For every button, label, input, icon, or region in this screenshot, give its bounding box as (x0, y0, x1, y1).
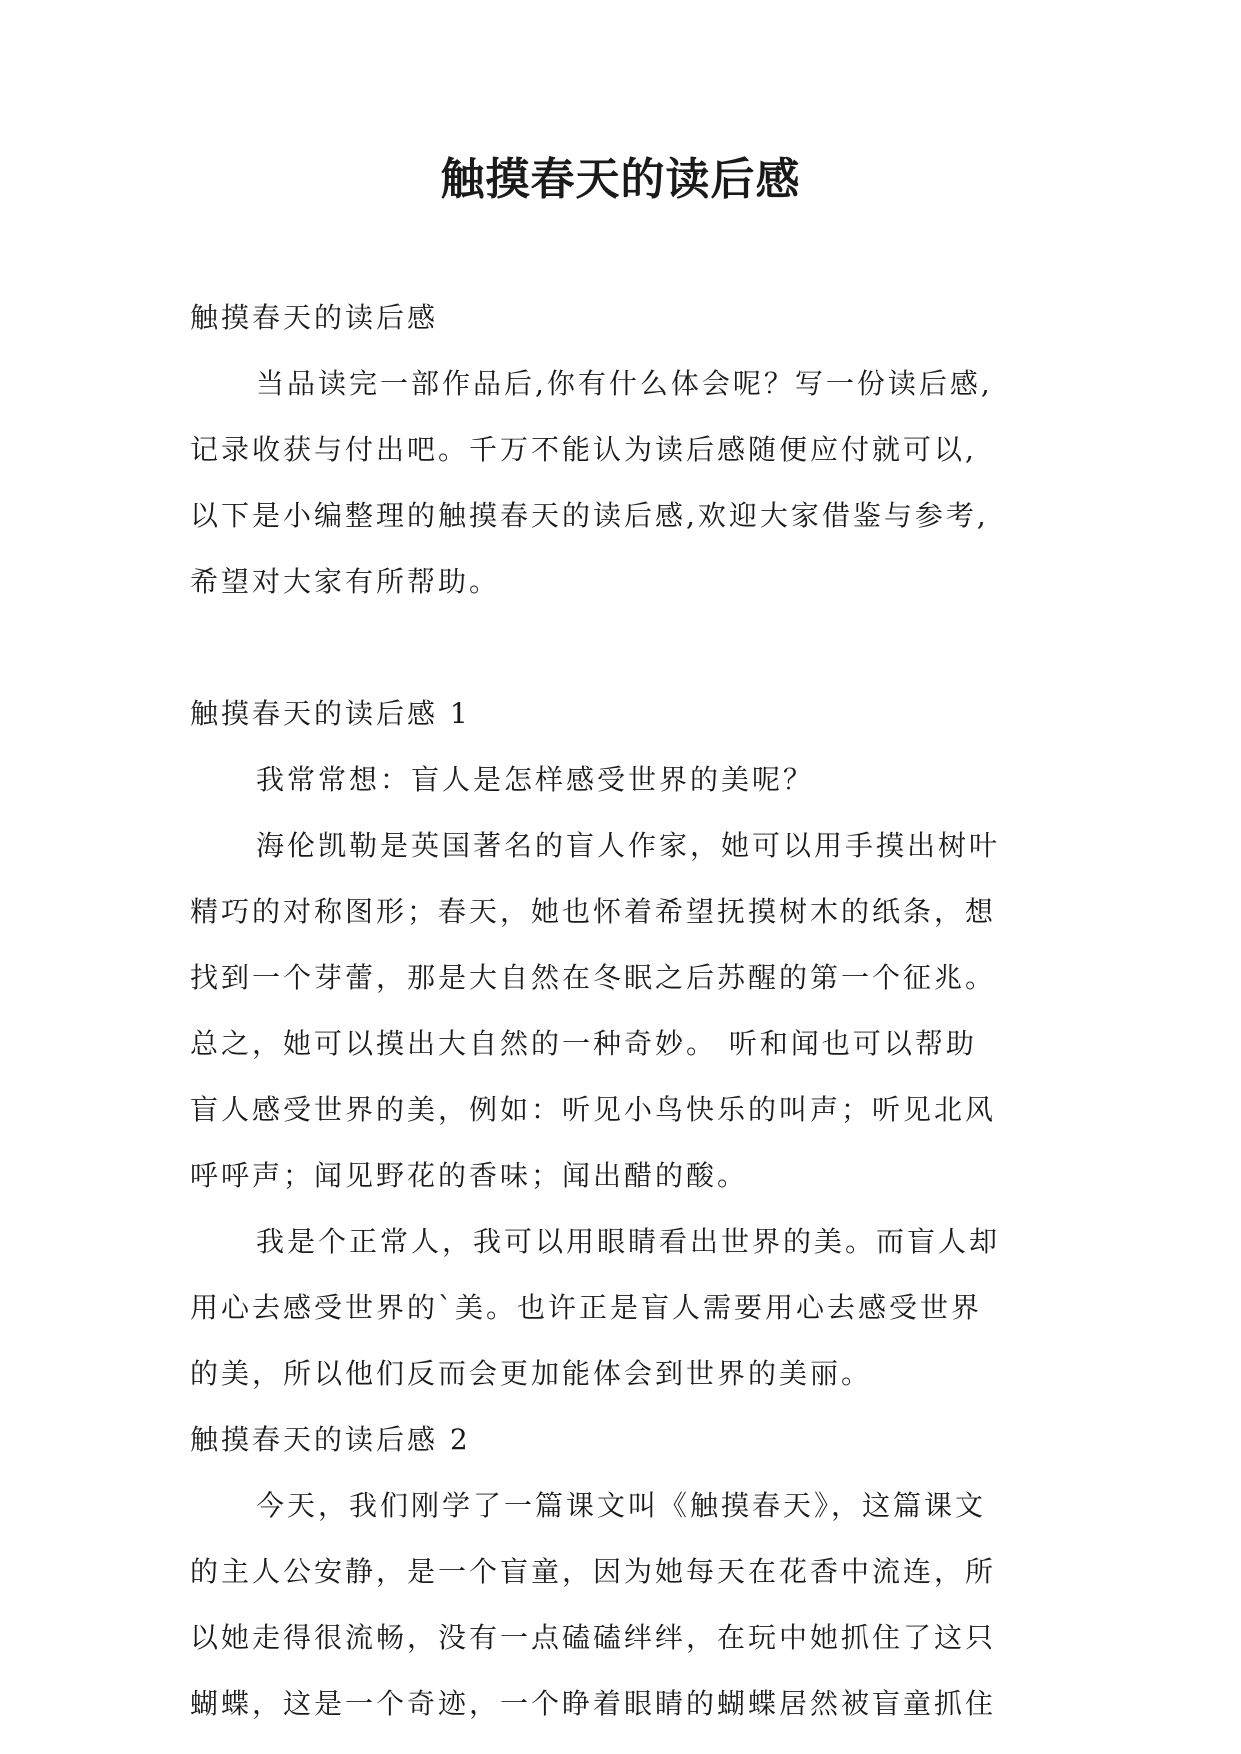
section2-paragraph-1-line: 的主人公安静，是一个盲童，因为她每天在花香中流连，所 (190, 1555, 997, 1588)
section-spacer (190, 615, 1070, 681)
section1-paragraph-2-line: 找到一个芽蕾，那是大自然在冬眠之后苏醒的第一个征兆。 (190, 961, 997, 994)
section2-paragraph-1-line: 蝴蝶，这是一个奇迹，一个睁着眼睛的蝴蝶居然被盲童抓住 (190, 1687, 997, 1720)
intro-line: 希望对大家有所帮助。 (190, 565, 501, 598)
document-body (190, 285, 1070, 1737)
section1-paragraph-2-line: 呼呼声；闻见野花的香味；闻出醋的酸。 (190, 1159, 749, 1192)
section1-paragraph-2-line: 海伦凯勒是英国著名的盲人作家，她可以用手摸出树叶 (256, 829, 1001, 862)
section1-paragraph-3-line: 用心去感受世界的`美。也许正是盲人需要用心去感受世界 (190, 1291, 983, 1324)
document-title: 触摸春天的读后感 (440, 154, 801, 205)
intro-line: 记录收获与付出吧。千万不能认为读后感随便应付就可以, (190, 433, 977, 466)
section2-paragraph-1-line: 今天，我们刚学了一篇课文叫《触摸春天》，这篇课文 (256, 1489, 987, 1522)
section2-heading: 触摸春天的读后感 2 (190, 1423, 471, 1456)
section1-paragraph-3-line: 的美，所以他们反而会更加能体会到世界的美丽。 (190, 1357, 873, 1390)
section1-paragraph-2-line: 精巧的对称图形；春天，她也怀着希望抚摸树木的纸条，想 (190, 895, 997, 928)
intro-heading: 触摸春天的读后感 (190, 301, 439, 334)
section1-paragraph-2-line: 盲人感受世界的美，例如：听见小鸟快乐的叫声；听见北风 (190, 1093, 997, 1126)
section1-paragraph-1: 我常常想：盲人是怎样感受世界的美呢？ (256, 763, 815, 796)
section2-paragraph-1-line: 以她走得很流畅，没有一点磕磕绊绊，在玩中她抓住了这只 (190, 1621, 997, 1654)
section1-heading: 触摸春天的读后感 1 (190, 697, 471, 730)
section1-paragraph-3-line: 我是个正常人，我可以用眼睛看出世界的美。而盲人却 (256, 1225, 1001, 1258)
intro-line: 当品读完一部作品后,你有什么体会呢？写一份读后感, (256, 367, 993, 400)
section1-paragraph-2-line: 总之，她可以摸出大自然的一种奇妙。 听和闻也可以帮助 (190, 1027, 977, 1060)
intro-line: 以下是小编整理的触摸春天的读后感,欢迎大家借鉴与参考, (190, 499, 989, 532)
